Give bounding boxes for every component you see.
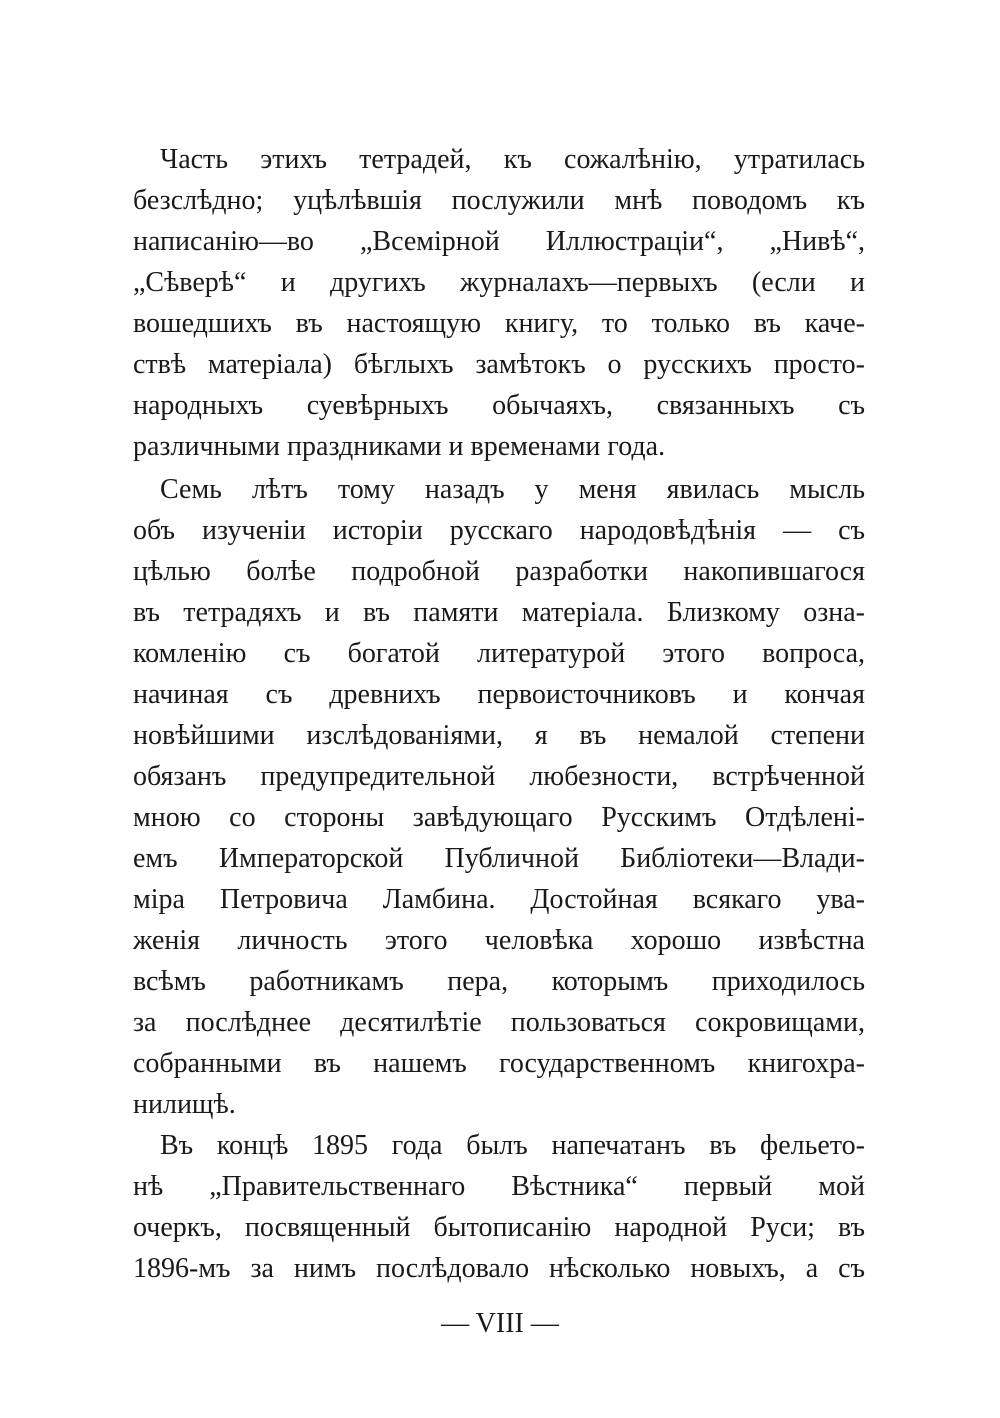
text-line: 1896-мъ за нимъ послѣдовало нѣсколько новыхъ, а съ [133, 1253, 865, 1284]
text-line: нилищѣ. [133, 1089, 236, 1120]
text-line: ствѣ матеріала) бѣглыхъ замѣтокъ о русскихъ просто- [133, 349, 865, 380]
page-number: — VIII — [441, 1308, 559, 1339]
text-line: написанію—во „Всемірной Иллюстраціи“, „Нивѣ“, [133, 226, 865, 257]
text-line: за послѣднее десятилѣтіе пользоваться сокровищами, [133, 1007, 865, 1038]
text-line: всѣмъ работникамъ пера, которымъ приходилось [133, 966, 865, 997]
text-line: различными праздниками и временами года. [133, 431, 666, 462]
text-line: очеркъ, посвященный бытописанію народной Руси; въ [133, 1212, 865, 1243]
text-line: Часть этихъ тетрадей, къ сожалѣнію, утратилась [160, 144, 865, 175]
text-line: въ тетрадяхъ и въ памяти матеріала. Близкому озна- [133, 597, 865, 628]
text-line: цѣлью болѣе подробной разработки накопившагося [133, 556, 865, 587]
text-line: мною со стороны завѣдующаго Русскимъ Отдѣлені- [133, 802, 865, 833]
text-line: собранными въ нашемъ государственномъ книгохра- [133, 1048, 865, 1079]
text-line: объ изученіи исторіи русскаго народовѣдѣнія — съ [133, 515, 865, 546]
text-line: нѣ „Правительственнаго Вѣстника“ первый мой [133, 1171, 865, 1202]
text-line: вошедшихъ въ настоящую книгу, то только въ каче- [133, 308, 865, 339]
text-line: міра Петровича Ламбина. Достойная всякаго ува- [133, 884, 865, 915]
text-line: комленію съ богатой литературой этого вопроса, [133, 638, 865, 669]
text-line: народныхъ суевѣрныхъ обычаяхъ, связанныхъ съ [133, 390, 865, 421]
text-line: обязанъ предупредительной любезности, встрѣченной [133, 761, 865, 792]
text-line: новѣйшими изслѣдованіями, я въ немалой степени [133, 720, 865, 751]
text-line: „Сѣверѣ“ и другихъ журналахъ—первыхъ (если и [133, 267, 865, 298]
text-line: емъ Императорской Публичной Библіотеки—Влади- [133, 843, 865, 874]
text-line: женія личность этого человѣка хорошо извѣстна [133, 925, 865, 956]
text-line: Семь лѣтъ тому назадъ у меня явилась мысль [160, 474, 865, 505]
text-line: начиная съ древнихъ первоисточниковъ и кончая [133, 679, 865, 710]
text-line: Въ концѣ 1895 года былъ напечатанъ въ фельето- [160, 1130, 865, 1161]
text-line: безслѣдно; уцѣлѣвшія послужили мнѣ поводомъ къ [133, 185, 865, 216]
